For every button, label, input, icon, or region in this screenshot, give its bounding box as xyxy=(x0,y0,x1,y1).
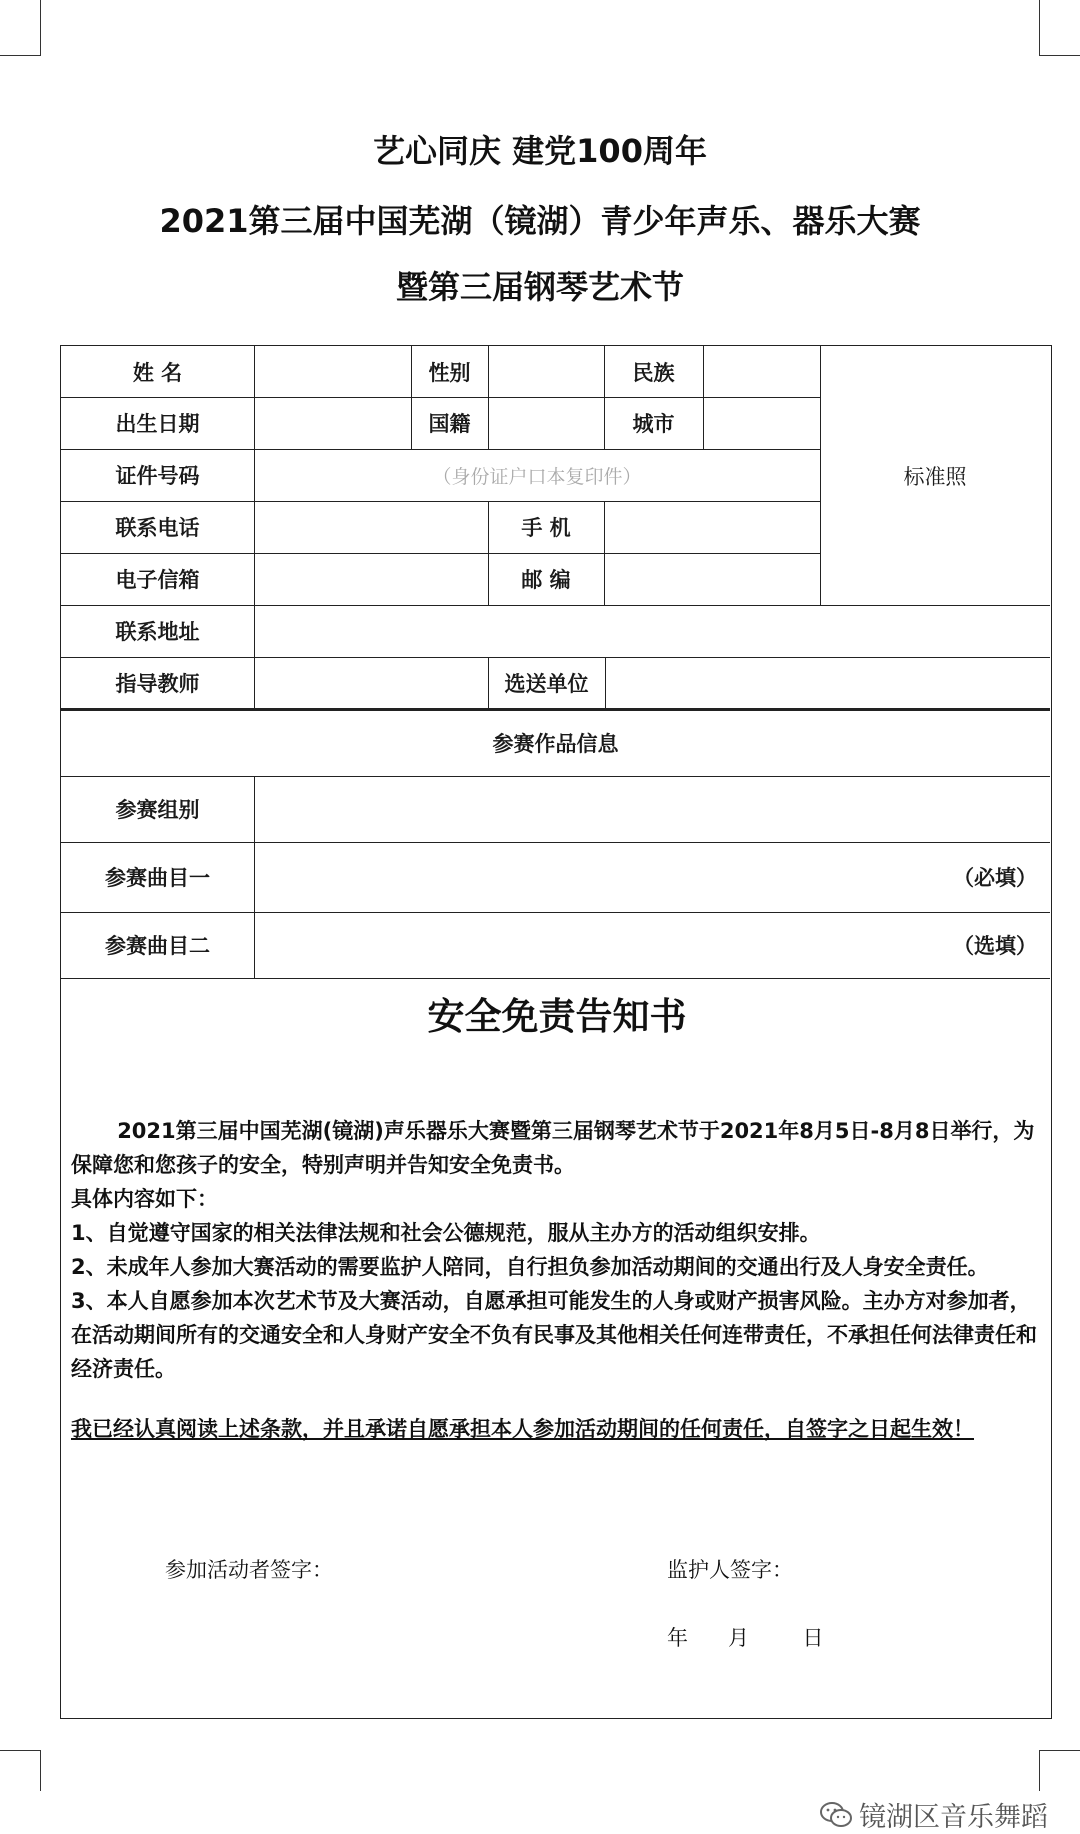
group-label: 参赛组别 xyxy=(115,798,200,822)
postcode-field[interactable] xyxy=(604,553,820,605)
postcode-label: 邮 编 xyxy=(521,568,571,592)
notice-content-heading: 具体内容如下： xyxy=(71,1187,218,1211)
notice-item-2: 2、未成年人参加大赛活动的需要监护人陪同，自行担负参加活动期间的交通出行及人身安全责任。 xyxy=(71,1255,989,1279)
title-line-3: 暨第三届钢琴艺术节 xyxy=(395,268,684,306)
piece1-label: 参赛曲目一 xyxy=(105,866,210,890)
name-label: 姓 名 xyxy=(132,360,183,385)
ethnicity-field[interactable] xyxy=(703,346,820,397)
notice-confirmation: 我已经认真阅读上述条款，并且承诺自愿承担本人参加活动期间的任何责任，自签字之日起生效！ xyxy=(71,1417,974,1441)
group-field[interactable] xyxy=(254,776,1050,842)
address-field[interactable] xyxy=(254,605,1050,657)
city-label: 城市 xyxy=(632,412,675,436)
gender-label: 性别 xyxy=(428,360,471,385)
photo-box[interactable]: 标准照 xyxy=(903,464,967,489)
piece1-note: （必填） xyxy=(953,866,1037,890)
gender-field[interactable] xyxy=(488,346,604,397)
participant-signature-label: 参加活动者签字： xyxy=(165,1558,333,1582)
notice-intro: 2021第三届中国芜湖(镜湖)声乐器乐大赛暨第三届钢琴艺术节于2021年8月5日-8月8日举行，为保障您和您孩子的安全，特别声明并告知安全免责书。 xyxy=(71,1119,1035,1177)
notice-item-3: 3、本人自愿参加本次艺术节及大赛活动，自愿承担可能发生的人身或财产损害风险。主办方对参加者，在活动期间所有的交通安全和人身财产安全不负有民事及其他相关任何连带责任，不承担任何法律责任和经济责任。 xyxy=(71,1289,1037,1381)
wechat-icon xyxy=(819,1801,853,1829)
city-field[interactable] xyxy=(703,397,820,449)
phone-field[interactable] xyxy=(254,501,488,553)
name-field[interactable] xyxy=(254,346,411,397)
id-number-field[interactable]: （身份证户口本复印件） xyxy=(432,465,642,488)
notice-item-1: 1、自觉遵守国家的相关法律法规和社会公德规范，服从主办方的活动组织安排。 xyxy=(71,1221,821,1245)
crop-mark-top-right xyxy=(1039,0,1080,56)
entry-section-title: 参赛作品信息 xyxy=(492,732,619,756)
unit-field[interactable] xyxy=(605,657,1050,708)
mobile-field[interactable] xyxy=(604,501,820,553)
title-line-2: 2021第三届中国芜湖（镜湖）青少年声乐、器乐大赛 xyxy=(159,202,921,240)
id-number-label: 证件号码 xyxy=(115,464,200,488)
teacher-label: 指导教师 xyxy=(115,671,200,696)
nationality-label: 国籍 xyxy=(428,412,471,436)
crop-mark-bottom-left xyxy=(0,1750,41,1791)
signature-date: 年 月 日 xyxy=(667,1626,824,1650)
nationality-field[interactable] xyxy=(488,397,604,449)
birthdate-label: 出生日期 xyxy=(115,412,200,436)
piece2-label: 参赛曲目二 xyxy=(105,934,210,958)
notice-title: 安全免责告知书 xyxy=(427,995,687,1038)
teacher-field[interactable] xyxy=(254,657,488,708)
guardian-signature-label: 监护人签字： xyxy=(667,1558,793,1582)
watermark-text: 镜湖区音乐舞蹈 xyxy=(859,1802,1048,1833)
title-line-1: 艺心同庆 建党100周年 xyxy=(373,132,707,170)
unit-label: 选送单位 xyxy=(504,671,589,696)
address-label: 联系地址 xyxy=(115,620,200,644)
email-label: 电子信箱 xyxy=(115,568,200,592)
ethnicity-label: 民族 xyxy=(632,360,675,385)
crop-mark-top-left xyxy=(0,0,41,56)
watermark xyxy=(819,1795,1048,1834)
birthdate-field[interactable] xyxy=(254,397,411,449)
email-field[interactable] xyxy=(254,553,488,605)
registration-form xyxy=(60,345,1052,1719)
mobile-label: 手 机 xyxy=(521,516,571,540)
phone-label: 联系电话 xyxy=(115,516,200,540)
notice-body xyxy=(71,1114,1039,1446)
crop-mark-bottom-right xyxy=(1039,1750,1080,1791)
piece2-note: （选填） xyxy=(953,934,1037,958)
